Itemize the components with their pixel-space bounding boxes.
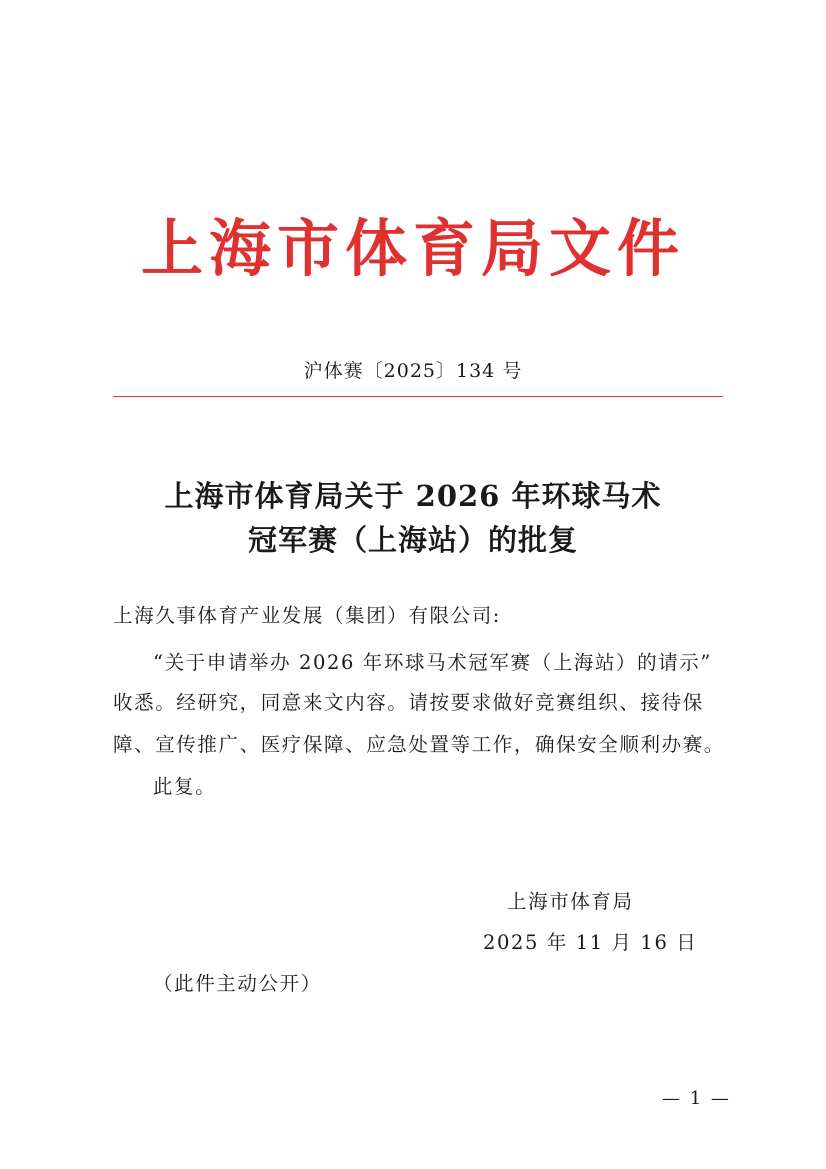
disclosure-note: （此件主动公开） (153, 972, 322, 995)
closing-text: 此复。 (153, 775, 217, 798)
page-number: — 1 — (662, 1088, 731, 1109)
body-paragraph-line-3: 障、宣传推广、医疗保障、应急处置等工作，确保安全顺利办赛。 (113, 733, 725, 756)
red-divider-line (113, 396, 723, 397)
document-title-line-2: 冠军赛（上海站）的批复 (247, 523, 578, 557)
document-number: 沪体赛〔2025〕134 号 (303, 360, 523, 382)
body-paragraph-line-1: “关于申请举办 2026 年环球马术冠军赛（上海站）的请示” (153, 651, 712, 674)
addressee: 上海久事体育产业发展（集团）有限公司: (113, 604, 501, 627)
signature-organization: 上海市体育局 (507, 890, 634, 913)
signature-date: 2025 年 11 月 16 日 (483, 931, 698, 954)
issuer-title: 上海市体育局文件 (140, 212, 685, 285)
body-paragraph-line-2: 收悉。经研究，同意来文内容。请按要求做好竞赛组织、接待保 (113, 691, 704, 714)
document-title-line-1: 上海市体育局关于 2026 年环球马术 (164, 479, 662, 513)
